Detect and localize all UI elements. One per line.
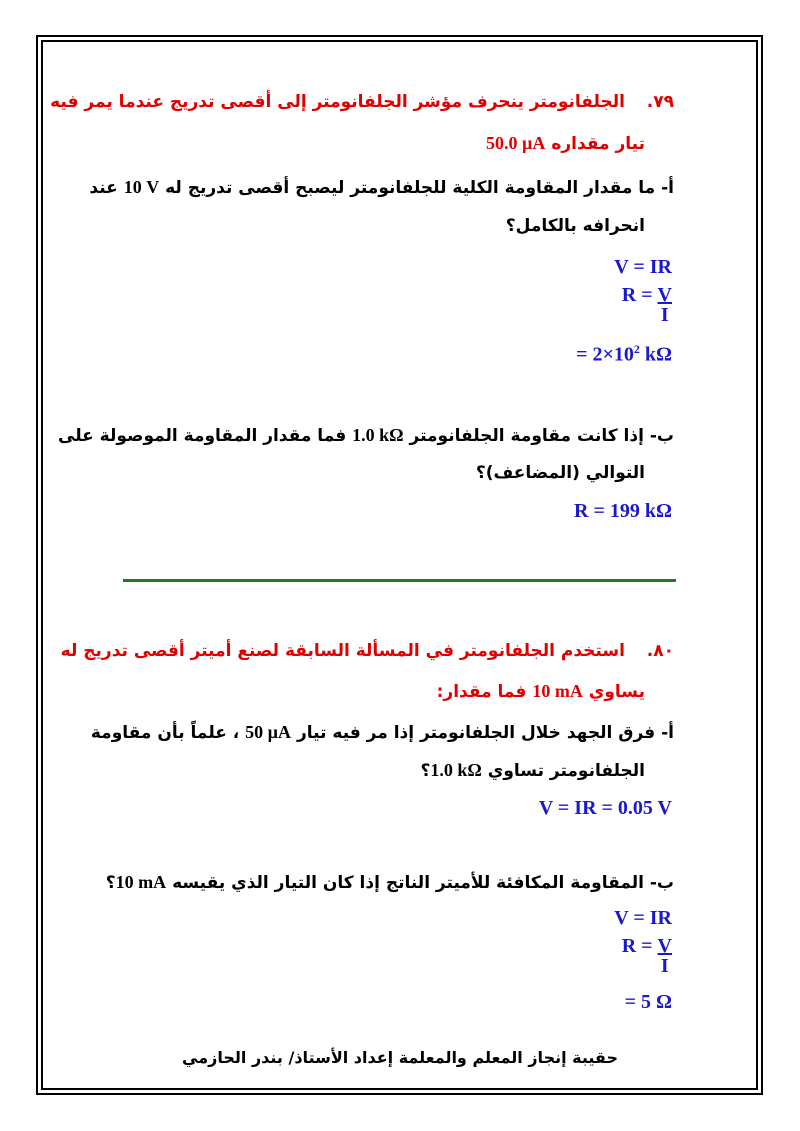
q79-eq3-exponent: 2 [633,342,640,356]
q80-title-line2 [437,681,645,702]
q79-eq3-prefix: = 2×10 [576,343,634,366]
q80-title-text1: استخدم الجلفانومتر في المسألة السابقة لصنع أميتر أقصى تدريج له [60,641,625,661]
q79-eq2-lhs: R = [621,284,658,306]
q79-current-value: 50.0 µA [486,133,546,153]
q79-eq1: V = IR [614,256,672,278]
q79-part-a-text2: عند [89,178,118,198]
q80-part-a-qmark: ؟ [420,761,431,781]
q80-eq3: = 5 Ω [624,991,672,1013]
q80-eq2-denominator: I [660,955,669,977]
q80-eq2-lhs: R = [621,935,658,957]
q80-part-a-text2: ، علماً بأن مقاومة [90,723,240,743]
q80-part-a-label: أ- [661,723,674,743]
q79-title-text2: تيار مقداره [551,134,645,154]
q80-part-a-current: 50 µA [245,722,292,742]
q80-part-a-resistance: 1.0 kΩ [430,760,482,780]
q80-part-a-text1: فرق الجهد خلال الجلفانومتر إذا مر فيه تيار [296,723,656,743]
q79-part-a-line2: انحرافه بالكامل؟ [505,216,645,236]
q79-eq3-unit: kΩ [639,343,672,366]
q80-part-a-line1 [91,722,674,743]
q79-part-b-answer: R = 199 kΩ [574,500,672,522]
q80-title-text3: فما مقدار: [436,682,527,702]
q79-part-a-label: أ- [661,178,674,198]
q80-number: ٨٠. [646,641,674,661]
q79-part-b-text2: فما مقدار المقاومة الموصولة على [58,426,347,446]
q79-eq2-numerator: V [657,284,672,306]
q80-title-text2: يساوي [588,682,645,702]
q79-part-b-line1 [58,425,674,446]
q80-title-line1 [61,641,674,661]
q80-part-b-text1: المقاومة المكافئة للأميتر الناتج إذا كان التيار الذي يقيسه [172,873,644,893]
q79-title-line2 [486,133,645,154]
q80-eq2-numerator: V [657,935,672,957]
section-divider [123,579,676,582]
q79-part-b-resistance: 1.0 kΩ [352,425,404,445]
q79-part-a-line1 [89,177,674,198]
q80-eq1: V = IR [614,907,672,929]
q79-number: ٧٩. [646,92,674,112]
q80-part-b-line1 [106,872,674,893]
q79-part-b-text1: إذا كانت مقاومة الجلفانومتر [409,426,644,446]
q80-part-a-line2 [421,760,645,781]
q80-part-a-text3: الجلفانومتر تساوي [487,761,645,781]
q80-part-b-label: ب- [649,873,674,893]
page-footer: حقيبة إنجاز المعلم والمعلمة إعداد الأستاذ/ بندر الحازمي [182,1048,618,1067]
q79-eq3 [576,342,672,367]
q80-part-a-answer: V = IR = 0.05 V [538,797,672,819]
q80-current-value: 10 mA [532,681,583,701]
q79-part-a-voltage: 10 V [123,177,160,197]
q79-part-a-text1: ما مقدار المقاومة الكلية للجلفانومتر ليصبح أقصى تدريج له [165,178,656,198]
q79-part-b-line2: التوالي (المضاعف)؟ [475,463,645,483]
q79-eq2-denominator: I [660,304,669,326]
q79-title-text1: الجلفانومتر ينحرف مؤشر الجلفانومتر إلى أقصى تدريج عندما يمر فيه [50,92,625,112]
q80-eq2 [622,936,672,976]
q79-title-line1 [50,92,674,112]
q80-part-b-qmark: ؟ [105,873,116,893]
q79-part-b-label: ب- [649,426,674,446]
q80-part-b-current: 10 mA [115,872,167,892]
q79-eq2 [622,285,672,325]
